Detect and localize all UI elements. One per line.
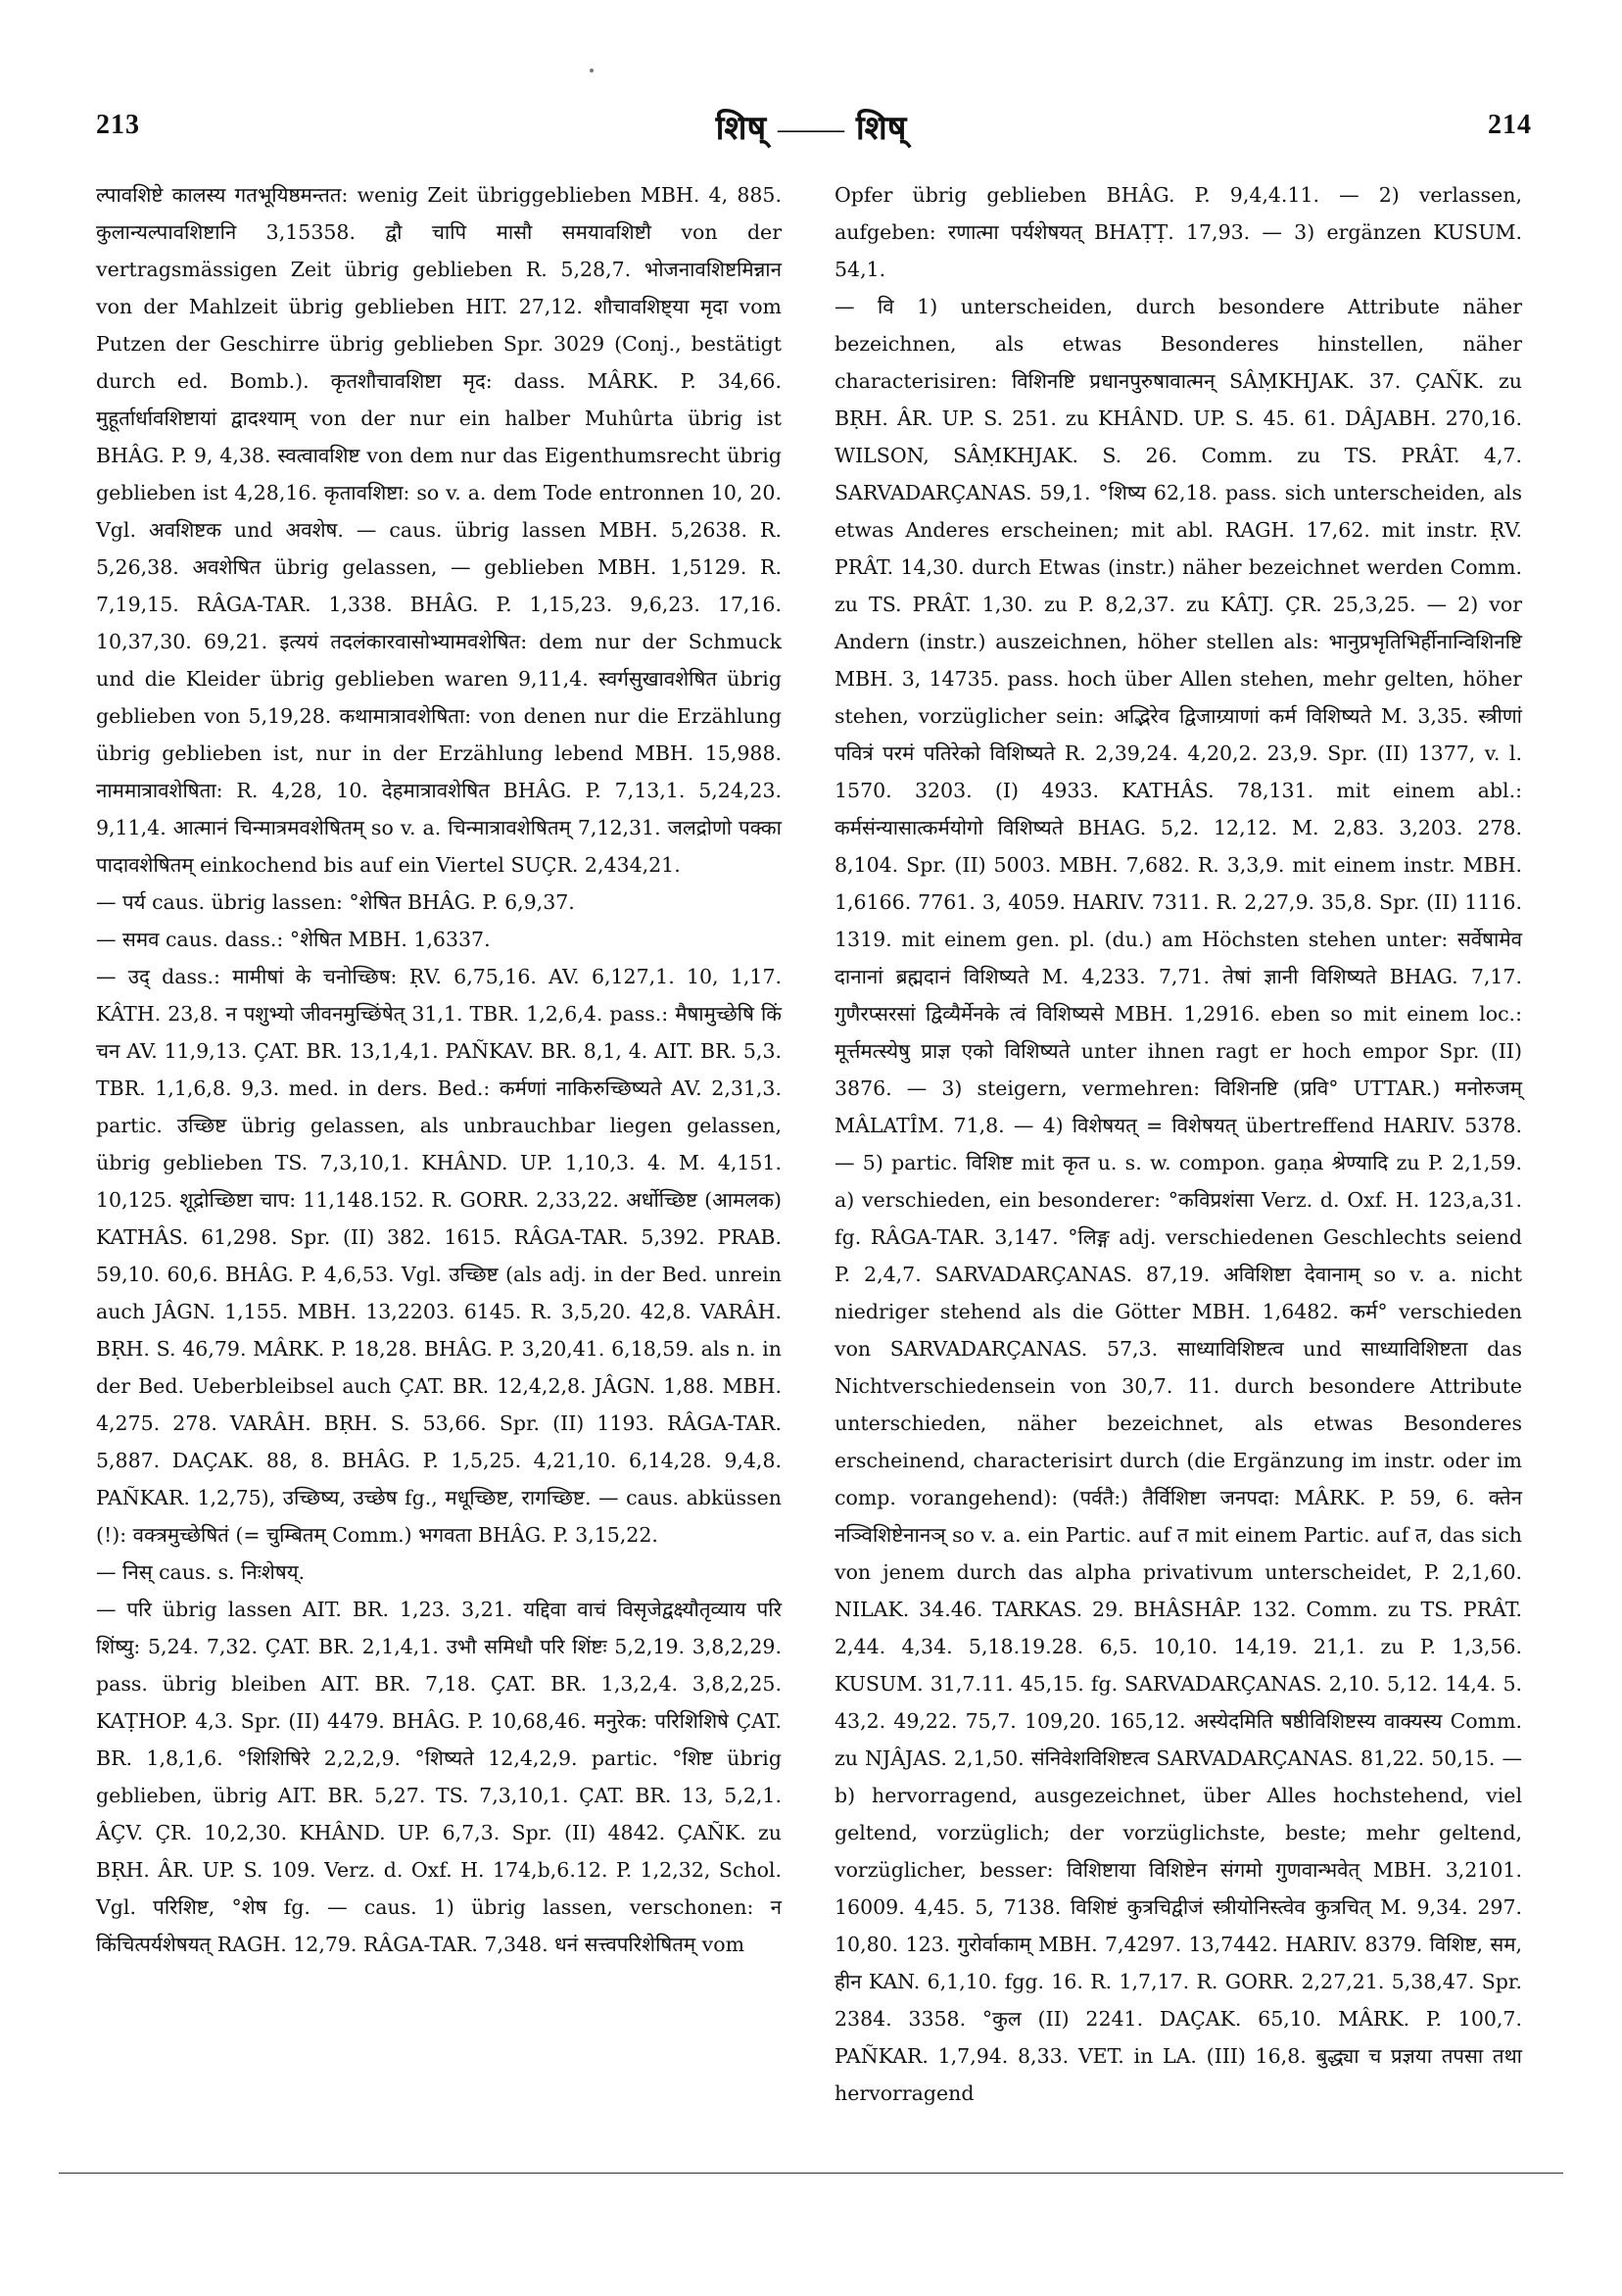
entry-paragraph: — परि übrig lassen AIT. BR. 1,23. 3,21. यद्दिवा वाचं विसृजेद्वक्ष्यौतृव्याय परि शिंष्यु: 5,24. 7,32. ÇAT. BR. 2,1,4,1. उभौ समिधौ परि शिंष्टः 5,2,19. 3,8,2,29. pass. übrig bleiben AIT. BR. 7,18. ÇAT. BR. 1,3,2,4. 3,8,2,25. KAṬHOP. 4,3. Spr. (II) 4479. BHÂG. P. 10,68,46. मनुरेक: परिशिशिषे ÇAT. BR. 1,8,1,6. °शिशिषिरे 2,2,2,9. °शिष्यते 12,4,2,9. partic. °शिष्ट übrig geblieben, übrig AIT. BR. 5,27. TS. 7,3,10,1. ÇAT. BR. 13, 5,2,1. ÂÇV. ÇR. 10,2,30. KHÂND. UP. 6,7,3. Spr. (II) 4842. ÇAÑK. zu BṚH. ÂR. UP. S. 109. Verz. d. Oxf. H. 174,b,6.12. P. 1,2,32, Schol. Vgl. परिशिष्ट, °शेष fg. — caus. 1) übrig lassen, verschonen: न किंचित्पर्यशेषयत् RAGH. 12,79. RÂGA-TAR. 7,348. धनं सत्त्वपरिशेषितम् vom [96, 1598, 782, 1956]
page-number-right: 214 [1488, 110, 1532, 140]
entry-paragraph: ल्पावशिष्टे कालस्य गतभूयिष्ठमन्तत: wenig Zeit übriggeblieben MBH. 4, 885. कुलान्यल्पावशिष्टानि 3,15358. द्वौ चापि मासौ समयावशिष्टौ von der vertragsmässigen Zeit übrig geblieben R. 5,28,7. भोजनावशिष्टमिन्नान von der Mahlzeit übrig geblieben HIT. 27,12. शौचावशिष्ट्या मृदा vom Putzen der Geschirre übrig geblieben Spr. 3029 (Conj., bestätigt durch ed. Bomb.). कृतशौचावशिष्टा मृद: dass. MÂRK. P. 34,66. मुहूर्तार्धावशिष्टायां द्वादश्याम् von der nur ein halber Muhûrta übrig ist BHÂG. P. 9, 4,38. स्वत्वावशिष्ट von dem nur das Eigenthumsrecht übrig geblieben ist 4,28,16. कृतावशिष्टा: so v. a. dem Tode entronnen 10, 20. Vgl. अवशिष्टक und अवशेष. — caus. übrig lassen MBH. 5,2638. R. 5,26,38. अवशेषित übrig gelassen, — geblieben MBH. 1,5129. R. 7,19,15. RÂGA-TAR. 1,338. BHÂG. P. 1,15,23. 9,6,23. 17,16. 10,37,30. 69,21. इत्ययं तदलंकारवासोभ्यामवशेषित: dem nur der Schmuck und die Kleider übrig geblieben waren 9,11,4. स्वर्गसुखावशेषित übrig geblieben von 5,19,28. कथामात्रावशेषिता: von denen nur die Erzählung übrig geblieben ist, nur in der Erzählung lebend MBH. 15,988. नाममात्रावशेषिता: R. 4,28, 10. देहमात्रावशेषित BHÂG. P. 7,13,1. 5,24,23. 9,11,4. आत्मानं चिन्मात्रमवशेषितम् so v. a. चिन्मात्रावशेषितम् 7,12,31. जलद्रोणो पक्का पादावशेषितम् einkochend bis auf ein Viertel SUÇR. 2,434,21. [96, 183, 782, 877]
headword-left: शिष् [715, 109, 767, 148]
left-column [96, 176, 782, 1963]
entry-paragraph: — पर्य caus. übrig lassen: °शेषित BHÂG. P. 6,9,37. [96, 890, 575, 914]
page-number-left: 213 [96, 110, 140, 140]
print-speck [590, 69, 594, 72]
entry-paragraph: — वि 1) unterscheiden, durch besondere Attribute näher bezeichnen, als etwas Besonderes hinstellen, näher characterisiren: विशिनष्टि प्रधानपुरुषावात्मन् SÂṂKHJAK. 37. ÇAÑK. zu BṚH. ÂR. UP. S. 251. zu KHÂND. UP. S. 45. 61. DÂJABH. 270,16. WILSON, SÂṂKHJAK. S. 26. Comm. zu TS. PRÂT. 4,7. SARVADARÇANAS. 59,1. °शिष्य 62,18. pass. sich unterscheiden, als etwas Anderes erscheinen; mit abl. RAGH. 17,62. mit instr. ṚV. PRÂT. 14,30. durch Etwas (instr.) näher bezeichnet werden Comm. zu TS. PRÂT. 1,30. zu P. 8,2,37. zu KÂTJ. ÇR. 25,3,25. — 2) vor Andern (instr.) auszeichnen, höher stellen als: भानुप्रभृतिभिर्हीनान्विशिनष्टि MBH. 3, 14735. pass. hoch über Allen stehen, mehr gelten, höher stehen, vorzüglicher sein: अद्भिरेव द्विजाग्र्याणां कर्म विशिष्यते M. 3,35. स्त्रीणां पवित्रं परमं पतिरेको विशिष्यते R. 2,39,24. 4,20,2. 23,9. Spr. (II) 1377, v. l. 1570. 3203. (I) 4933. KATHÂS. 78,131. mit einem abl.: कर्मसंन्यासात्कर्मयोगो विशिष्यते BHAG. 5,2. 12,12. M. 2,83. 3,203. 278. 8,104. Spr. (II) 5003. MBH. 7,682. R. 3,3,9. mit einem instr. MBH. 1,6166. 7761. 3, 4059. HARIV. 7311. R. 2,27,9. 35,8. Spr. (II) 1116. 1319. mit einem gen. pl. (du.) am Höchsten stehen unter: सर्वेषामेव दानानां ब्रह्मदानं विशिष्यते M. 4,233. 7,71. तेषां ज्ञानी विशिष्यते BHAG. 7,17. गुणैरप्सरसां द्विव्यैर्मेनके त्वं विशिष्यसे MBH. 1,2916. eben so mit einem loc.: मूर्त्तमत्स्येषु प्राज्ञ एको विशिष्यते unter ihnen ragt er hoch empor Spr. (II) 3876. — 3) steigern, vermehren: विशिनष्टि (प्रवि° UTTAR.) मनोरुजम् MÂLATÎM. 71,8. — 4) विशेषयत् = विशेषयत् übertreffend HARIV. 5378. — 5) partic. विशिष्ट mit कृत u. s. w. compon. gaṇa श्रेण्यादि zu P. 2,1,59. a) verschieden, ein besonderer: °कविप्रशंसा Verz. d. Oxf. H. 123,a,31. fg. RÂGA-TAR. 3,147. °लिङ्ग adj. verschiedenen Geschlechts seiend P. 2,4,7. SARVADARÇANAS. 87,19. अविशिष्टा देवानाम् so v. a. nicht niedriger stehend als die Götter MBH. 1,6482. कर्म° verschieden von SARVADARÇANAS. 57,3. साध्याविशिष्टत्व und साध्याविशिष्टता das Nichtverschiedensein von 30,7. 11. durch besondere Attribute unterschieden, näher bezeichnet, als etwas Besonderes erscheinend, characterisirt durch (die Ergänzung im instr. oder im comp. vorangehend): (पर्वतै:) तैर्विशिष्टा जनपदा: MÂRK. P. 59, 6. क्तेन नञ्विशिष्टेनानञ् so v. a. ein Partic. auf त mit einem Partic. auf त, das sich von jenem durch das alpha privativum unterscheidet, P. 2,1,60. NILAK. 34.46. TARKAS. 29. BHÂSHÂP. 132. Comm. zu TS. PRÂT. 2,44. 4,34. 5,18.19.28. 6,5. 10,10. 14,19. 21,1. zu P. 1,3,56. KUSUM. 31,7.11. 45,15. fg. SARVADARÇANAS. 2,10. 5,12. 14,4. 5. 43,2. 49,22. 75,7. 109,20. 165,12. अस्येदमिति षष्ठीविशिष्टस्य वाक्यस्य Comm. zu NJÂJAS. 2,1,50. संनिवेशविशिष्टत्व SARVADARÇANAS. 81,22. 50,15. — b) hervorragend, ausgezeichnet, über Alles hochstehend, viel geltend, vorzüglich; der vorzüglichste, beste; mehr geltend, vorzüglicher, besser: विशिष्टाया विशिष्टेन संगमो गुणवान्भवेत् MBH. 3,2101. 16009. 4,45. 5, 7138. विशिष्टं कुत्रचिद्वीजं स्त्रीयोनिस्त्वेव कुत्रचित् M. 9,34. 297. 10,80. 123. गुरोर्वाकाम् MBH. 7,4297. 13,7442. HARIV. 8379. विशिष्ट, सम, हीन KAN. 6,1,10. fgg. 16. R. 1,7,17. R. GORR. 2,27,21. 5,38,47. Spr. 2384. 3358. °कुल (II) 2241. DAÇAK. 65,10. MÂRK. P. 100,7. PAÑKAR. 1,7,94. 8,33. VET. in LA. (III) 16,8. बुद्ध्या च प्रज्ञया तपसा तथा hervorragend [835, 295, 1522, 2105]
entry-paragraph: — निस् caus. s. निःशेषय्. [96, 1560, 306, 1584]
entry-paragraph: — उद् dass.: मामीषां के चनोच्छिष: ṚV. 6,75,16. AV. 6,127,1. 10, 1,17. KÂTH. 23,8. न पशुभ्यो जीवनमुच्छिंषेत् 31,1. TBR. 1,2,6,4. pass.: मैषामुच्छेषि किं चन AV. 11,9,13. ÇAT. BR. 13,1,4,1. PAÑKAV. BR. 8,1, 4. AIT. BR. 5,3. TBR. 1,1,6,8. 9,3. med. in ders. Bed.: कर्मणां नाकिरुच्छिष्यते AV. 2,31,3. partic. उच्छिष्ट übrig gelassen, als unbrauchbar liegen gelassen, übrig geblieben TS. 7,3,10,1. KHÂND. UP. 1,10,3. 4. M. 4,151. 10,125. शूद्रोच्छिष्टा चाप: 11,148.152. R. GORR. 2,33,22. अर्धोच्छिष्ट (आमलक) KATHÂS. 61,298. Spr. (II) 382. 1615. RÂGA-TAR. 5,392. PRAB. 59,10. 60,6. BHÂG. P. 4,6,53. Vgl. उच्छिष्ट (als adj. in der Bed. unrein auch JÂGN. 1,155. MBH. 13,2203. 6145. R. 3,5,20. 42,8. VARÂH. BṚH. S. 46,79. MÂRK. P. 18,28. BHÂG. P. 3,20,41. 6,18,59. als n. in der Bed. Ueberbleibsel auch ÇAT. BR. 12,4,2,8. JÂGN. 1,88. MBH. 4,275. 278. VARÂH. BṚH. S. 53,66. Spr. (II) 1193. RÂGA-TAR. 5,887. DAÇAK. 88, 8. BHÂG. P. 1,5,25. 4,21,10. 6,14,28. 9,4,8. PAÑKAR. 1,2,75), उच्छिष्य, उच्छेष fg., मधूच्छिष्ट, रागच्छिष्ट. — caus. abküssen (!): वक्त्रमुच्छेषितं (= चुम्बितम् Comm.) भगवता BHÂG. P. 3,15,22. [96, 965, 782, 1547]
header-separator: —— [778, 111, 844, 147]
running-header [0, 104, 1622, 149]
right-column [835, 176, 1522, 2112]
footer-rule [59, 2173, 1563, 2174]
entry-paragraph: Opfer übrig geblieben BHÂG. P. 9,4,4.11. — 2) verlassen, aufgeben: रणात्मा पर्यशेषयत् BHAṬṬ. 17,93. — 3) ergänzen KUSUM. 54,1. [835, 183, 1522, 281]
headword-right: शिष् [855, 109, 907, 148]
entry-paragraph: — समव caus. dass.: °शेषित MBH. 1,6337. [96, 928, 491, 951]
